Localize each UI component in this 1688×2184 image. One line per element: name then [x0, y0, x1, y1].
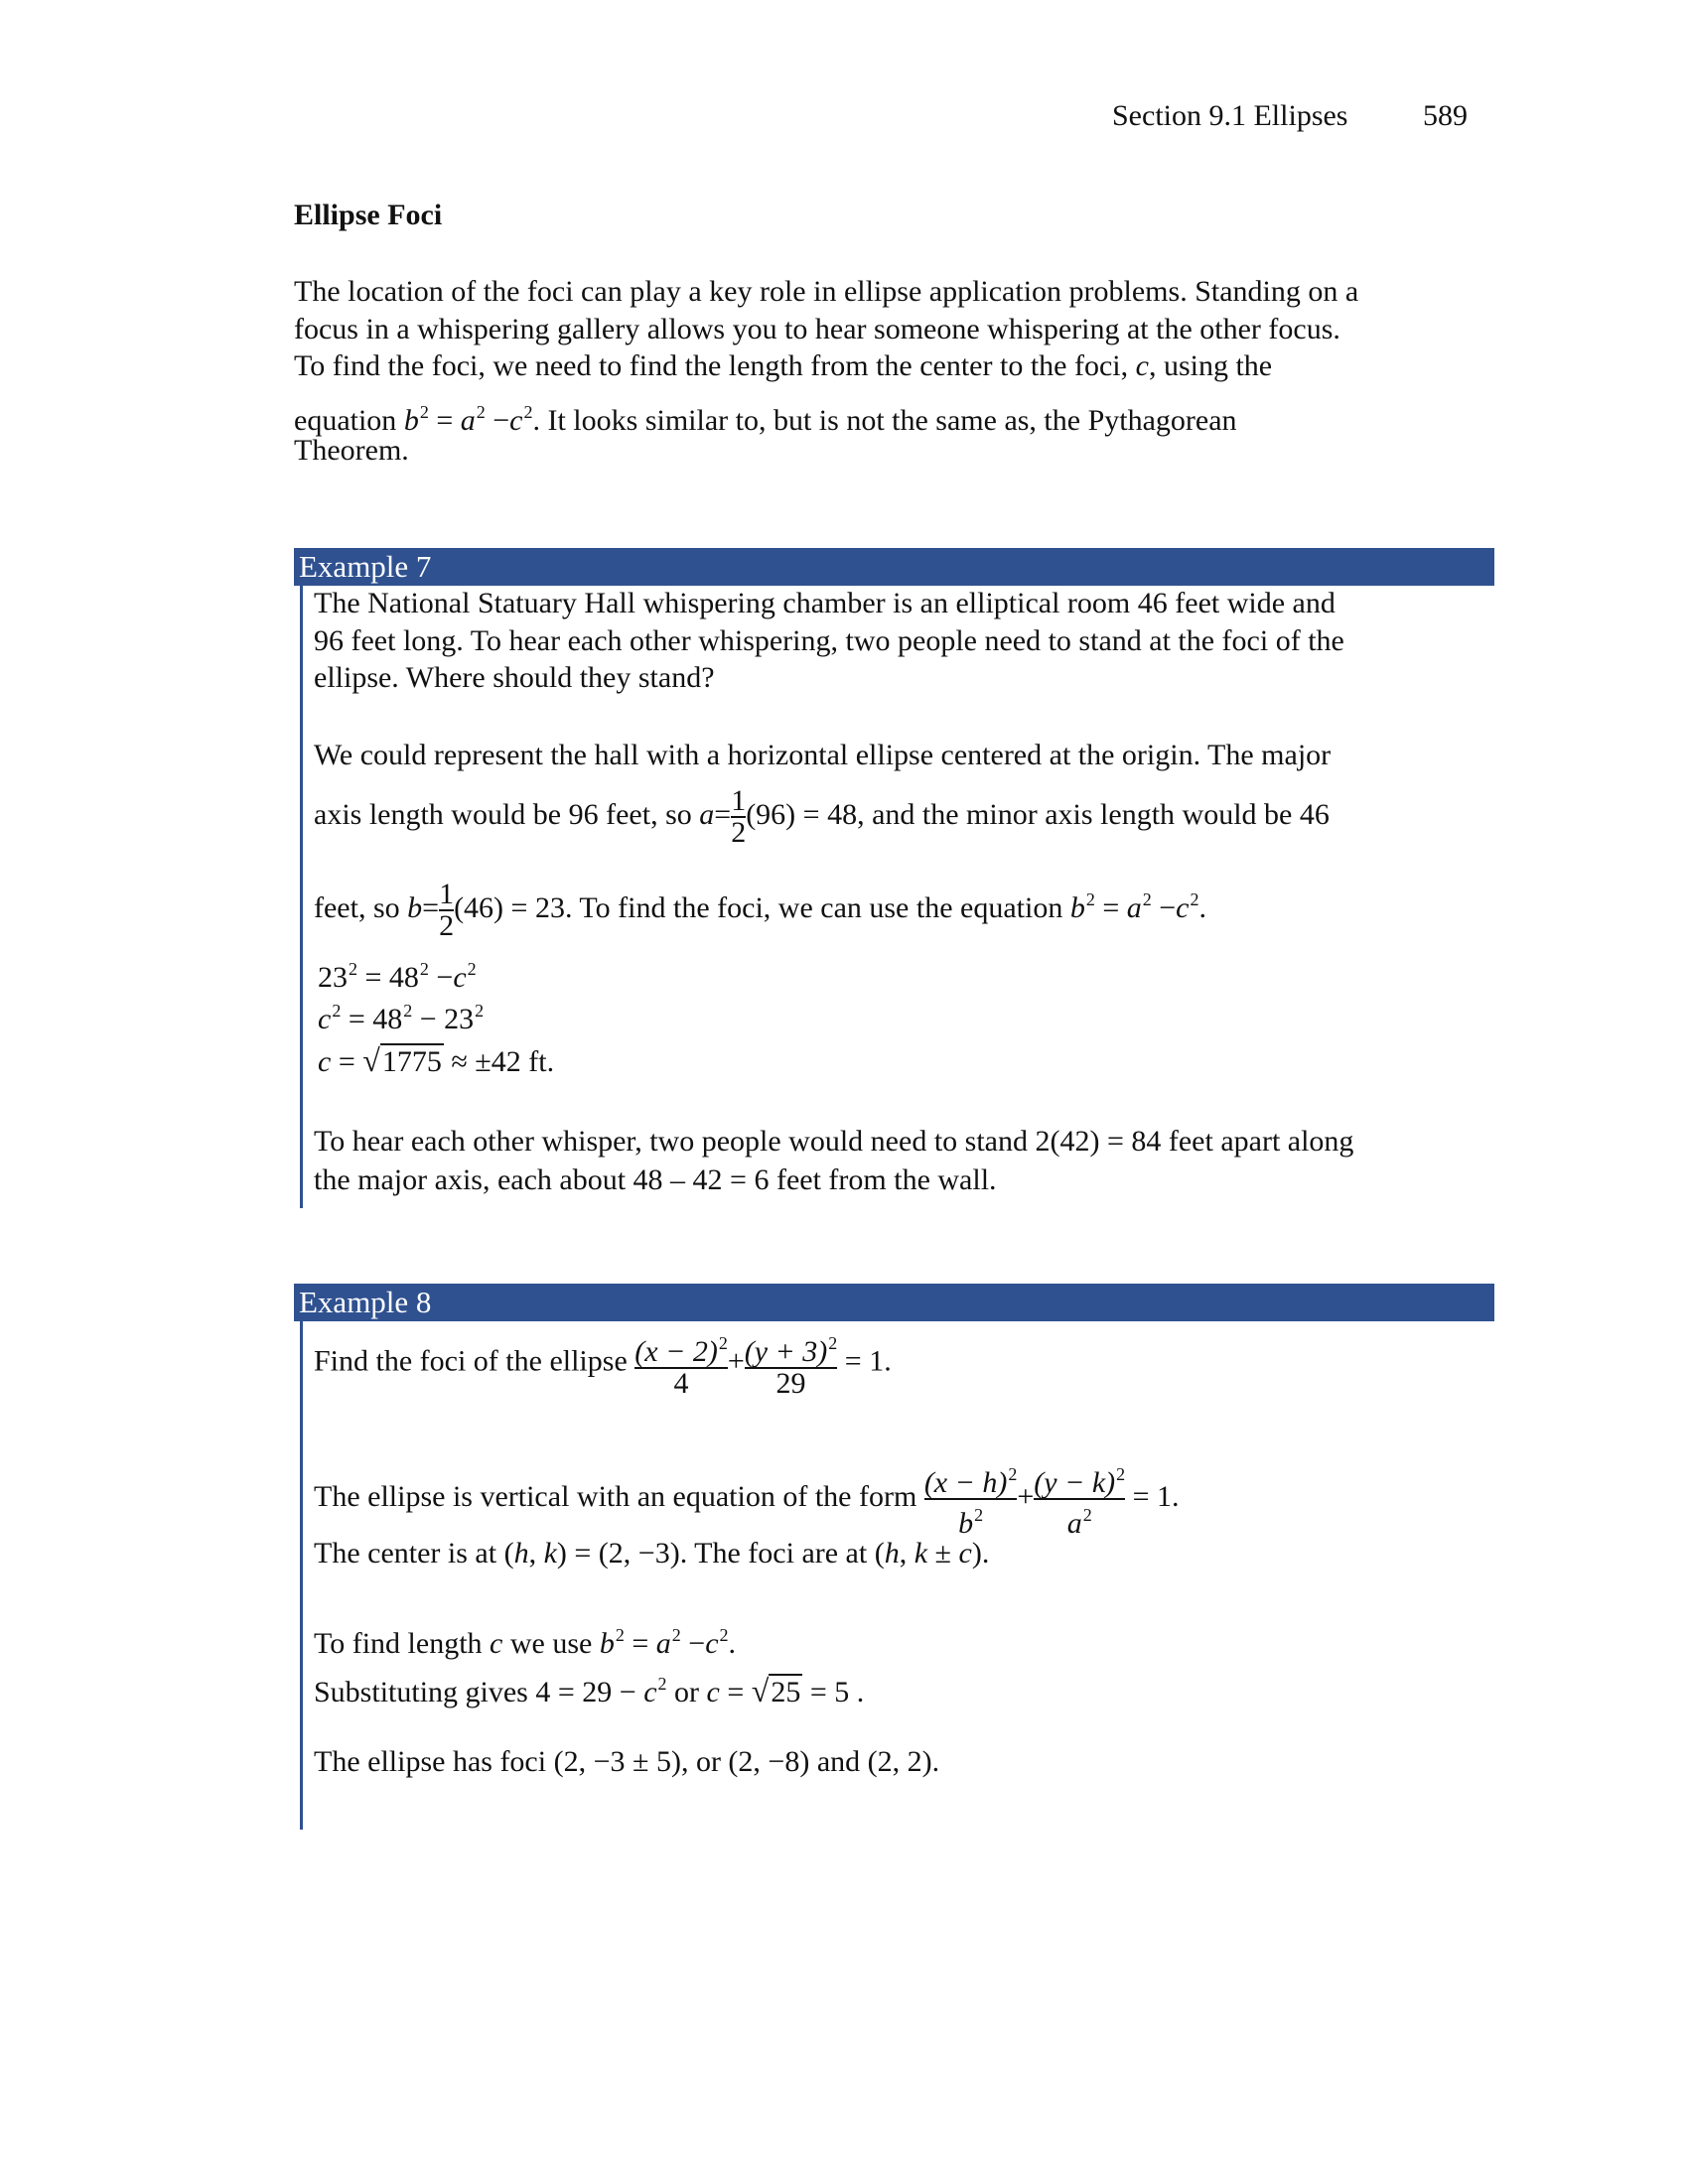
example-8-answer: The ellipse has foci (2, −3 ± 5), or (2, −8) and (2, 2).	[314, 1745, 940, 1778]
example-7-title: Example 7	[299, 549, 432, 584]
example-8-problem-line: Find the foci of the ellipse $\frac{(x - 2)^2}{4}$ + $\frac{(y + 3)^2}{29}$ = 1.	[314, 1328, 892, 1399]
example-8-title: Example 8	[299, 1285, 432, 1319]
example-7-solution-line: feet, so b= $\frac{1}{2}$ (46) = 23. To find the foci, we can use the equation $b^2 = a^2 -c^2$.	[314, 878, 1206, 943]
math-var-c: c	[1135, 349, 1149, 382]
example-8-left-border	[300, 1321, 303, 1830]
example-7-conclusion-line: the major axis, each about 48 – 42 = 6 feet from the wall.	[314, 1163, 997, 1196]
section-title: Section 9.1 Ellipses	[1112, 99, 1348, 132]
fraction-y-k-term: $\frac{(y - k)^2}{a^2}$	[1034, 1464, 1126, 1540]
work-line-3: c = √1775 ≈ ±42 ft.	[318, 1042, 555, 1078]
example-8-form-line: The ellipse is vertical with an equation of the form $\frac{(x - h)^2}{b^2}$ + $\frac{(y - k)^2}{a^2}$ = 1.	[314, 1459, 1180, 1539]
intro-line: The location of the foci can play a key role in ellipse application problems. Standing on a	[294, 275, 1359, 308]
example-8-length-line: To find length c we use $b^2 = a^2 -c^2$.	[314, 1625, 737, 1660]
example-7-problem-line: 96 feet long. To hear each other whispering, two people need to stand at the foci of the	[314, 624, 1344, 657]
example-7-problem-line: The National Statuary Hall whispering chamber is an elliptical room 46 feet wide and	[314, 587, 1336, 619]
example-7-header-bar	[294, 548, 1494, 586]
fraction-x-term: $\frac{(x - 2)^2}{4}$	[634, 1333, 728, 1400]
square-root-symbol: √25	[751, 1673, 801, 1708]
fraction-x-h-term: $\frac{(x - h)^2}{b^2}$	[923, 1464, 1018, 1540]
focus-equation: $b^2 = a^2 -c^2$.	[599, 1625, 737, 1660]
example-8-substitute-line: Substituting gives $4 = 29 - c^2$ or c = √25 = 5 .	[314, 1673, 865, 1708]
work-line-1: $23^2 = 48^2 -c^2$	[318, 959, 477, 994]
square-root-symbol: √1775	[362, 1042, 442, 1078]
intro-line: equation $b^2 = a^2 -c^2$. It looks similar to, but is not the same as, the Pythagorean	[294, 402, 1237, 437]
example-7-solution-line: axis length would be 96 feet, so a= $\frac{1}{2}$ (96) = 48, and the minor axis length would be 46	[314, 784, 1330, 850]
intro-line: focus in a whispering gallery allows you to hear someone whispering at the other focus.	[294, 313, 1340, 345]
intro-line: To find the foci, we need to find the length from the center to the foci, c, using the	[294, 349, 1273, 382]
example-7-solution-line: We could represent the hall with a horizontal ellipse centered at the origin. The major	[314, 739, 1332, 771]
running-header	[1112, 99, 1347, 133]
fraction-y-term: $\frac{(y + 3)^2}{29}$	[744, 1333, 838, 1400]
example-8-center-line: The center is at (h, k) = (2, −3). The foci are at (h, k ± c).	[314, 1537, 990, 1570]
example-7-problem-line: ellipse. Where should they stand?	[314, 661, 715, 694]
focus-equation: $b^2 = a^2 -c^2$	[403, 402, 533, 437]
focus-equation: $b^2 = a^2 -c^2$.	[1069, 889, 1206, 924]
example-7-conclusion-line: To hear each other whisper, two people would need to stand 2(42) = 84 feet apart along	[314, 1125, 1354, 1158]
intro-line: Theorem.	[294, 434, 409, 467]
example-8-header-bar	[294, 1284, 1494, 1321]
work-line-2: $c^2 = 48^2 - 23^2$	[318, 1001, 485, 1035]
fraction-one-half: $\frac{1}{2}$	[731, 784, 747, 850]
page-number: 589	[1423, 99, 1468, 132]
section-heading: Ellipse Foci	[294, 199, 443, 231]
example-7-left-border	[300, 586, 303, 1208]
fraction-one-half: $\frac{1}{2}$	[439, 878, 455, 943]
